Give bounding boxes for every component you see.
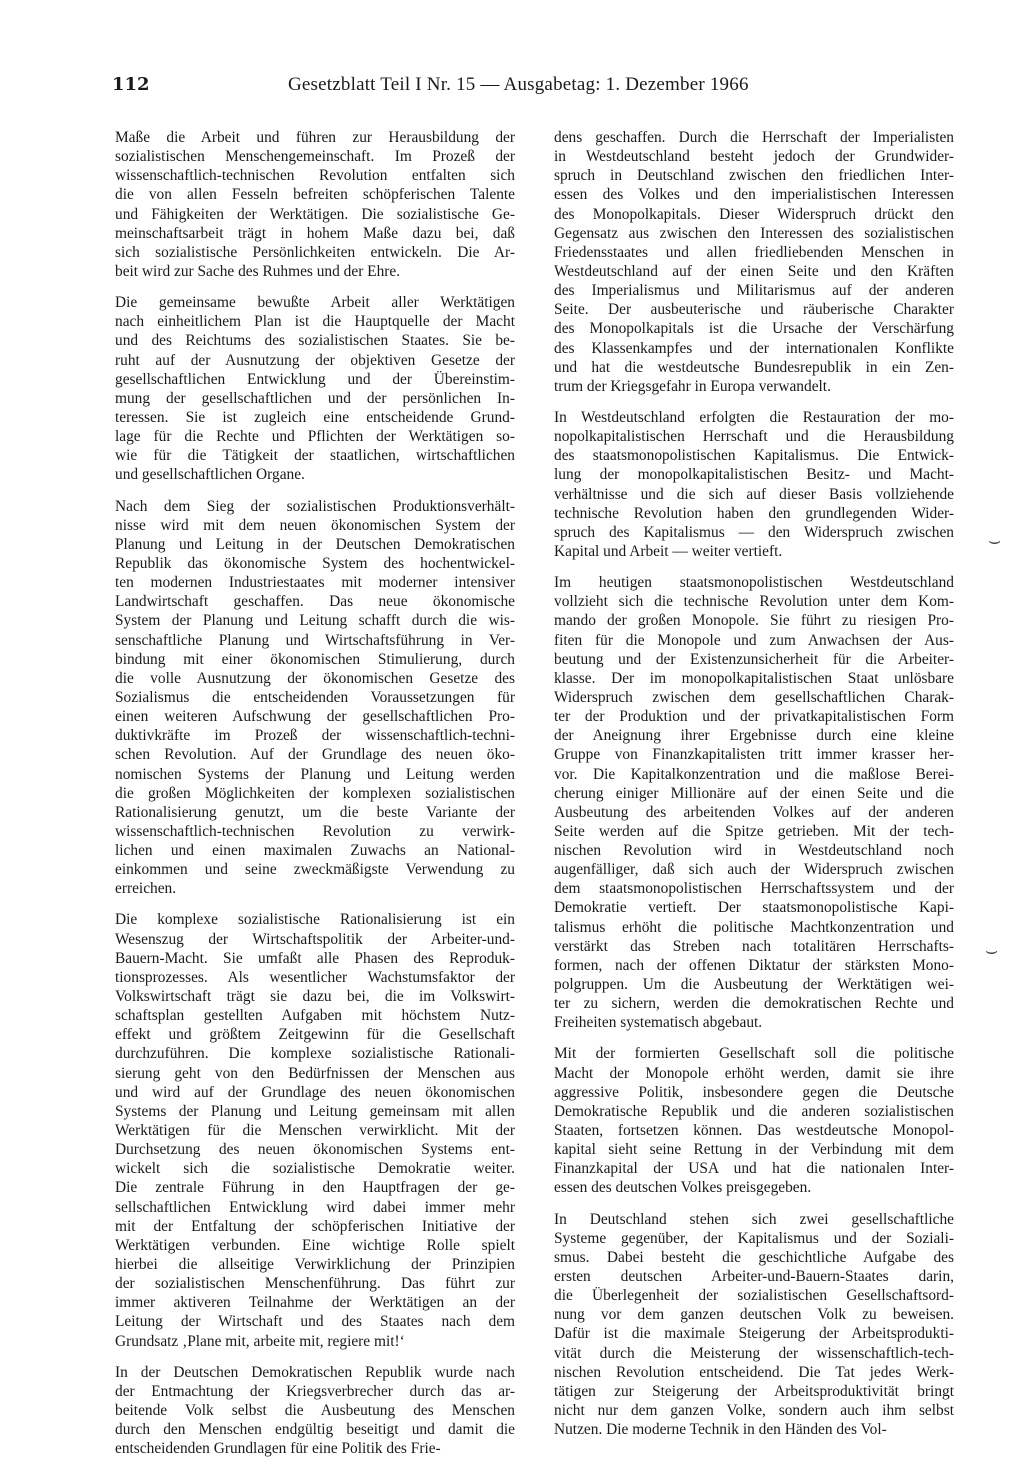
page-number: 112 (112, 74, 150, 95)
text-line: tionsprozesses. Als wesentlicher Wachstumsfaktor der (115, 968, 515, 986)
text-line: die volle Ausnutzung der ökonomischen Gesetze des (115, 669, 515, 687)
paragraph (554, 408, 954, 561)
text-line: des Monopolkapitals ist die Ursache der Verschärfung (554, 320, 954, 338)
text-line: Republik das ökonomische System des hochentwickel- (115, 554, 515, 572)
text-line: nischen Revolution entscheidend. Die Tat jedes Werk- (554, 1363, 954, 1381)
paragraph (554, 573, 954, 1032)
text-line: beit wird zur Sache des Ruhmes und der Ehre. (115, 262, 401, 280)
paragraph (554, 1044, 954, 1197)
text-line: ter zu sichern, werden die demokratischen Rechte und (554, 995, 954, 1013)
text-line: Friedensstaates und allen friedliebenden Menschen in (554, 243, 954, 261)
margin-mark: ⌣ (985, 938, 999, 962)
text-line: verhältnisse und die sich auf dieser Basis vollziehende (554, 485, 954, 503)
text-line: Mit der formierten Gesellschaft soll die politische (554, 1045, 954, 1063)
text-line: Durchsetzung des neuen ökonomischen Systems ent- (115, 1141, 515, 1159)
paragraph (554, 1210, 954, 1440)
text-line: in Westdeutschland besteht jedoch der Grundwider- (554, 148, 954, 166)
text-line: durchzuführen. Die komplexe sozialistische Rationali- (115, 1045, 515, 1063)
left-text-column (115, 128, 515, 1470)
text-line: der sozialistischen Menschenführung. Das führt zur (115, 1275, 515, 1293)
text-line: Systeme gegenüber, der Kapitalismus und der Soziali- (554, 1229, 954, 1247)
text-line: ersten deutschen Arbeiter-und-Bauern-Staates darin, (554, 1268, 954, 1286)
text-line: und hat die westdeutsche Bundesrepublik in ein Zen- (554, 358, 954, 376)
text-line: durch den Menschen endgültig beseitigt und damit die (115, 1421, 515, 1439)
text-line: Freiheiten systematisch abgebaut. (554, 1014, 763, 1032)
text-line: talismus erhöht die politische Machtkonzentration und (554, 918, 954, 936)
text-line: beitende Volk selbst die Ausbeutung des Menschen (115, 1402, 515, 1419)
text-line: tätigen zur Steigerung der Arbeitsproduktivität bringt (554, 1382, 954, 1400)
paragraph (554, 128, 954, 396)
text-line: des staatsmonopolistischen Kapitalismus. Die Entwick- (554, 447, 954, 465)
text-line: formen, nach der offenen Diktatur der stärksten Mono- (554, 956, 954, 974)
text-line: nach einheitlichem Plan ist die Hauptquelle der Macht (115, 313, 515, 331)
text-line: sich sozialistische Persönlichkeiten entwickeln. Die Ar- (115, 243, 515, 261)
text-line: mit der Entfaltung der schöpferischen Initiative der (115, 1217, 515, 1235)
paragraph (115, 910, 515, 1350)
text-line: In Deutschland stehen sich zwei gesellschaftliche (554, 1210, 954, 1228)
text-line: aggressive Politik, insbesondere gegen die Deutsche (554, 1083, 954, 1101)
text-line: vität durch die Meisterung der wissenschaftlich-tech- (554, 1344, 954, 1362)
text-line: System der Planung und Leitung schafft durch die wis- (115, 612, 515, 630)
text-line: die Überlegenheit der sozialistischen Gesellschaftsord- (554, 1287, 954, 1305)
page-header (112, 74, 954, 104)
paragraph (115, 497, 515, 899)
text-line: Nutzen. Die moderne Technik in den Händen des Vol- (554, 1421, 887, 1439)
text-line: Finanzkapital der USA und hat die nationalen Inter- (554, 1160, 954, 1178)
text-line: verstärkt das Streben nach totalitären Herrschafts- (554, 937, 954, 955)
text-line: spruch in Deutschland zwischen den friedlichen Inter- (554, 167, 954, 185)
text-line: nischen Revolution wird in Westdeutschland noch (554, 842, 954, 860)
text-line: und wird auf der Grundlage des neuen ökonomischen (115, 1083, 515, 1101)
text-line: lung der monopolkapitalistischen Besitz- und Macht- (554, 466, 954, 484)
text-line: dem staatsmonopolistischen Herrschaftssystem und der (554, 880, 954, 898)
text-line: ruht auf der Ausnutzung der objektiven Gesetze der (115, 351, 515, 369)
text-line: smus. Dabei besteht die geschichtliche Aufgabe des (554, 1248, 954, 1266)
text-line: Systems der Planung und Leitung gemeinsam mit allen (115, 1102, 515, 1120)
text-line: schen Revolution. Auf der Grundlage des neuen öko- (115, 746, 515, 764)
text-line: Sozialismus die entscheidenden Voraussetzungen für (115, 688, 515, 706)
text-line: einen weiteren Aufschwung der gesellschaftlichen Pro- (115, 708, 515, 726)
text-line: Macht der Monopole erhöht werden, damit sie ihre (554, 1064, 954, 1082)
text-line: ten modernen Industriestaates mit moderner intensiver (115, 574, 515, 592)
paragraph (115, 293, 515, 484)
text-line: kapital sieht seine Rettung in der Verbindung mit dem (554, 1141, 954, 1159)
text-line: und gesellschaftlichen Organe. (115, 466, 305, 484)
text-line: Planung und Leitung in der Deutschen Demokratischen (115, 535, 515, 553)
text-line: vollzieht sich die technische Revolution unter dem Kom- (554, 593, 954, 611)
text-line: fiten für die Monopole und zum Anwachsen der Aus- (554, 631, 954, 649)
text-line: Nach dem Sieg der sozialistischen Produktionsverhält- (115, 497, 515, 515)
text-line: meinschaftsarbeit trägt in hohem Maße dazu bei, daß (115, 224, 515, 242)
text-line: augenfälliger, daß sich auch der Widerspruch zwischen (554, 861, 954, 879)
text-line: entscheidenden Grundlagen für eine Politik des Frie- (115, 1440, 441, 1458)
text-line: der Aneignung ihrer Ergebnisse durch eine kleine (554, 727, 954, 745)
text-line: technische Revolution haben den grundlegenden Wider- (554, 504, 954, 522)
text-line: spruch des Kapitalismus — den Widerspruch zwischen (554, 523, 954, 541)
text-line: wickelt sich die sozialistische Demokratie weiter. (115, 1160, 515, 1178)
text-line: In Westdeutschland erfolgten die Restauration der mo- (554, 408, 954, 426)
text-line: lage für die Rechte und Pflichten der Werktätigen so- (115, 428, 515, 446)
text-line: und des Reichtums des sozialistischen Staates. Sie be- (115, 332, 515, 350)
margin-mark: ⌣ (988, 528, 1002, 552)
text-line: gesellschaftlichen Entwicklung und der Übereinstim- (115, 370, 515, 388)
text-line: Bauern-Macht. Sie umfaßt alle Phasen des Reproduk- (115, 949, 515, 967)
text-line: der Entmachtung der Kriegsverbrecher durch das ar- (115, 1382, 515, 1400)
text-line: immer aktiveren Teilnahme der Werktätigen an der (115, 1294, 515, 1312)
text-line: Ausbeutung des arbeitenden Volkes auf der anderen (554, 803, 954, 821)
text-line: Maße die Arbeit und führen zur Herausbildung der (115, 129, 515, 146)
text-line: wie für die Tätigkeit der staatlichen, wirtschaftlichen (115, 447, 515, 465)
text-line: schaftsplan gestellten Aufgaben mit höchstem Nutz- (115, 1007, 515, 1025)
text-line: die von allen Fesseln befreiten schöpferischen Talente (115, 186, 515, 204)
right-text-column (554, 128, 954, 1451)
text-line: Volkswirtschaft trägt sie dazu bei, die im Volkswirt- (115, 988, 515, 1006)
text-line: und Fähigkeiten der Werktätigen. Die sozialistische Ge- (115, 205, 515, 223)
text-line: nomischen Systems der Planung und Leitung werden (115, 765, 515, 783)
text-line: Im heutigen staatsmonopolistischen Westdeutschland (554, 574, 954, 592)
text-line: essen des deutschen Volkes preisgegeben. (554, 1179, 812, 1197)
text-line: In der Deutschen Demokratischen Republik wurde nach (115, 1363, 515, 1381)
text-line: Die zentrale Führung in den Hauptfragen der ge- (115, 1179, 515, 1197)
text-line: erreichen. (115, 880, 177, 898)
text-line: lichen und einen maximalen Zuwachs an National- (115, 842, 515, 860)
text-line: des Klassenkampfes und der internationalen Konflikte (554, 339, 954, 357)
text-line: essen des Volkes und den imperialistischen Interessen (554, 186, 954, 204)
text-line: ter der Produktion und der privatkapitalistischen Form (554, 708, 954, 726)
text-line: sellschaftlichen Entwicklung wird dabei immer mehr (115, 1198, 515, 1216)
text-line: cherung einiger Millionäre auf der einen Seite und die (554, 784, 954, 802)
text-line: Wesenszug der Wirtschaftspolitik der Arbeiter-und- (115, 930, 515, 948)
text-line: des Imperialismus und Militarismus auf der anderen (554, 282, 954, 300)
text-line: Seite werden auf die Spitze getrieben. Mit der tech- (554, 822, 954, 840)
text-line: Die gemeinsame bewußte Arbeit aller Werktätigen (115, 294, 515, 312)
text-line: senschaftliche Planung und Wirtschaftsführung in Ver- (115, 631, 515, 649)
text-line: mando der großen Monopole. Sie führt zu riesigen Pro- (554, 612, 954, 630)
text-line: klasse. Der im monopolkapitalistischen Staat unlösbare (554, 669, 954, 687)
text-line: dens geschaffen. Durch die Herrschaft der Imperialisten (554, 129, 954, 146)
text-line: nicht nur dem ganzen Volke, sondern auch ihm selbst (554, 1402, 954, 1419)
text-line: nung vor dem ganzen deutschen Volk zu beweisen. (554, 1306, 954, 1324)
text-line: duktivkräfte im Prozeß der wissenschaftlich-techni- (115, 727, 515, 745)
text-line: trum der Kriegsgefahr in Europa verwandelt. (554, 377, 831, 395)
text-line: Landwirtschaft geschaffen. Das neue ökonomische (115, 593, 515, 611)
text-line: die großen Möglichkeiten der komplexen sozialistischen (115, 784, 515, 802)
paragraph (115, 128, 515, 281)
text-line: Demokratie vertieft. Der staatsmonopolistische Kapi- (554, 899, 954, 917)
text-line: sozialistischen Menschengemeinschaft. Im Prozeß der (115, 148, 515, 166)
text-line: Widerspruch zwischen dem gesellschaftlichen Charak- (554, 688, 954, 706)
text-line: effekt und größtem Zeitgewinn für die Gesellschaft (115, 1026, 515, 1044)
text-line: sierung geht von den Bedürfnissen der Menschen aus (115, 1064, 515, 1082)
text-line: Gegensatz aus zwischen den Interessen des sozialistischen (554, 224, 954, 242)
text-line: polgruppen. Um die Ausbeutung der Werktätigen wei- (554, 976, 954, 994)
text-line: Leitung der Wirtschaft und des Staates nach dem (115, 1313, 515, 1331)
text-line: Rationalisierung genutzt, um die beste Variante der (115, 803, 515, 821)
text-line: bindung mit einer ökonomischen Stimulierung, durch (115, 650, 515, 668)
text-line: Gruppe von Finanzkapitalisten tritt immer krasser her- (554, 746, 954, 764)
text-line: nisse wird mit dem neuen ökonomischen System der (115, 516, 515, 534)
text-line: einkommen und seine zweckmäßigste Verwendung zu (115, 861, 515, 879)
text-line: mung der gesellschaftlichen und der persönlichen In- (115, 389, 515, 407)
text-line: Werktätigen verbunden. Eine wichtige Rolle spielt (115, 1236, 515, 1254)
text-line: Westdeutschland auf der einen Seite und den Kräften (554, 262, 954, 280)
text-line: nopolkapitalistischen Herrschaft und die Herausbildung (554, 428, 954, 446)
text-line: Dafür ist die maximale Steigerung der Arbeitsprodukti- (554, 1325, 954, 1343)
publication-title: Gesetzblatt Teil I Nr. 15 — Ausgabetag: 1. Dezember 1966 (288, 74, 749, 95)
text-line: wissenschaftlich-technischen Revolution entfalten sich (115, 167, 515, 185)
text-line: Staaten, fortsetzen können. Das westdeutsche Monopol- (554, 1122, 954, 1140)
paragraph (115, 1363, 515, 1459)
text-line: Grundsatz ‚Plane mit, arbeite mit, regiere mit!‘ (115, 1332, 405, 1350)
text-line: wissenschaftlich-technischen Revolution zu verwirk- (115, 822, 515, 840)
text-line: Kapital und Arbeit — weiter vertieft. (554, 542, 783, 560)
text-line: Demokratische Republik und die anderen sozialistischen (554, 1102, 954, 1120)
text-line: des Monopolkapitals. Dieser Widerspruch drückt den (554, 205, 954, 223)
text-line: Seite. Der ausbeuterische und räuberische Charakter (554, 301, 954, 319)
text-line: Werktätigen für die Menschen verwirklicht. Mit der (115, 1122, 515, 1140)
text-line: teressen. Sie ist zugleich eine entscheidende Grund- (115, 408, 515, 426)
text-line: Die komplexe sozialistische Rationalisierung ist ein (115, 911, 515, 929)
text-line: hierbei die allseitige Verwirklichung der Prinzipien (115, 1256, 515, 1274)
text-line: vor. Die Kapitalkonzentration und die maßlose Berei- (554, 765, 954, 783)
text-line: beutung und der Existenzunsicherheit für die Arbeiter- (554, 650, 954, 668)
